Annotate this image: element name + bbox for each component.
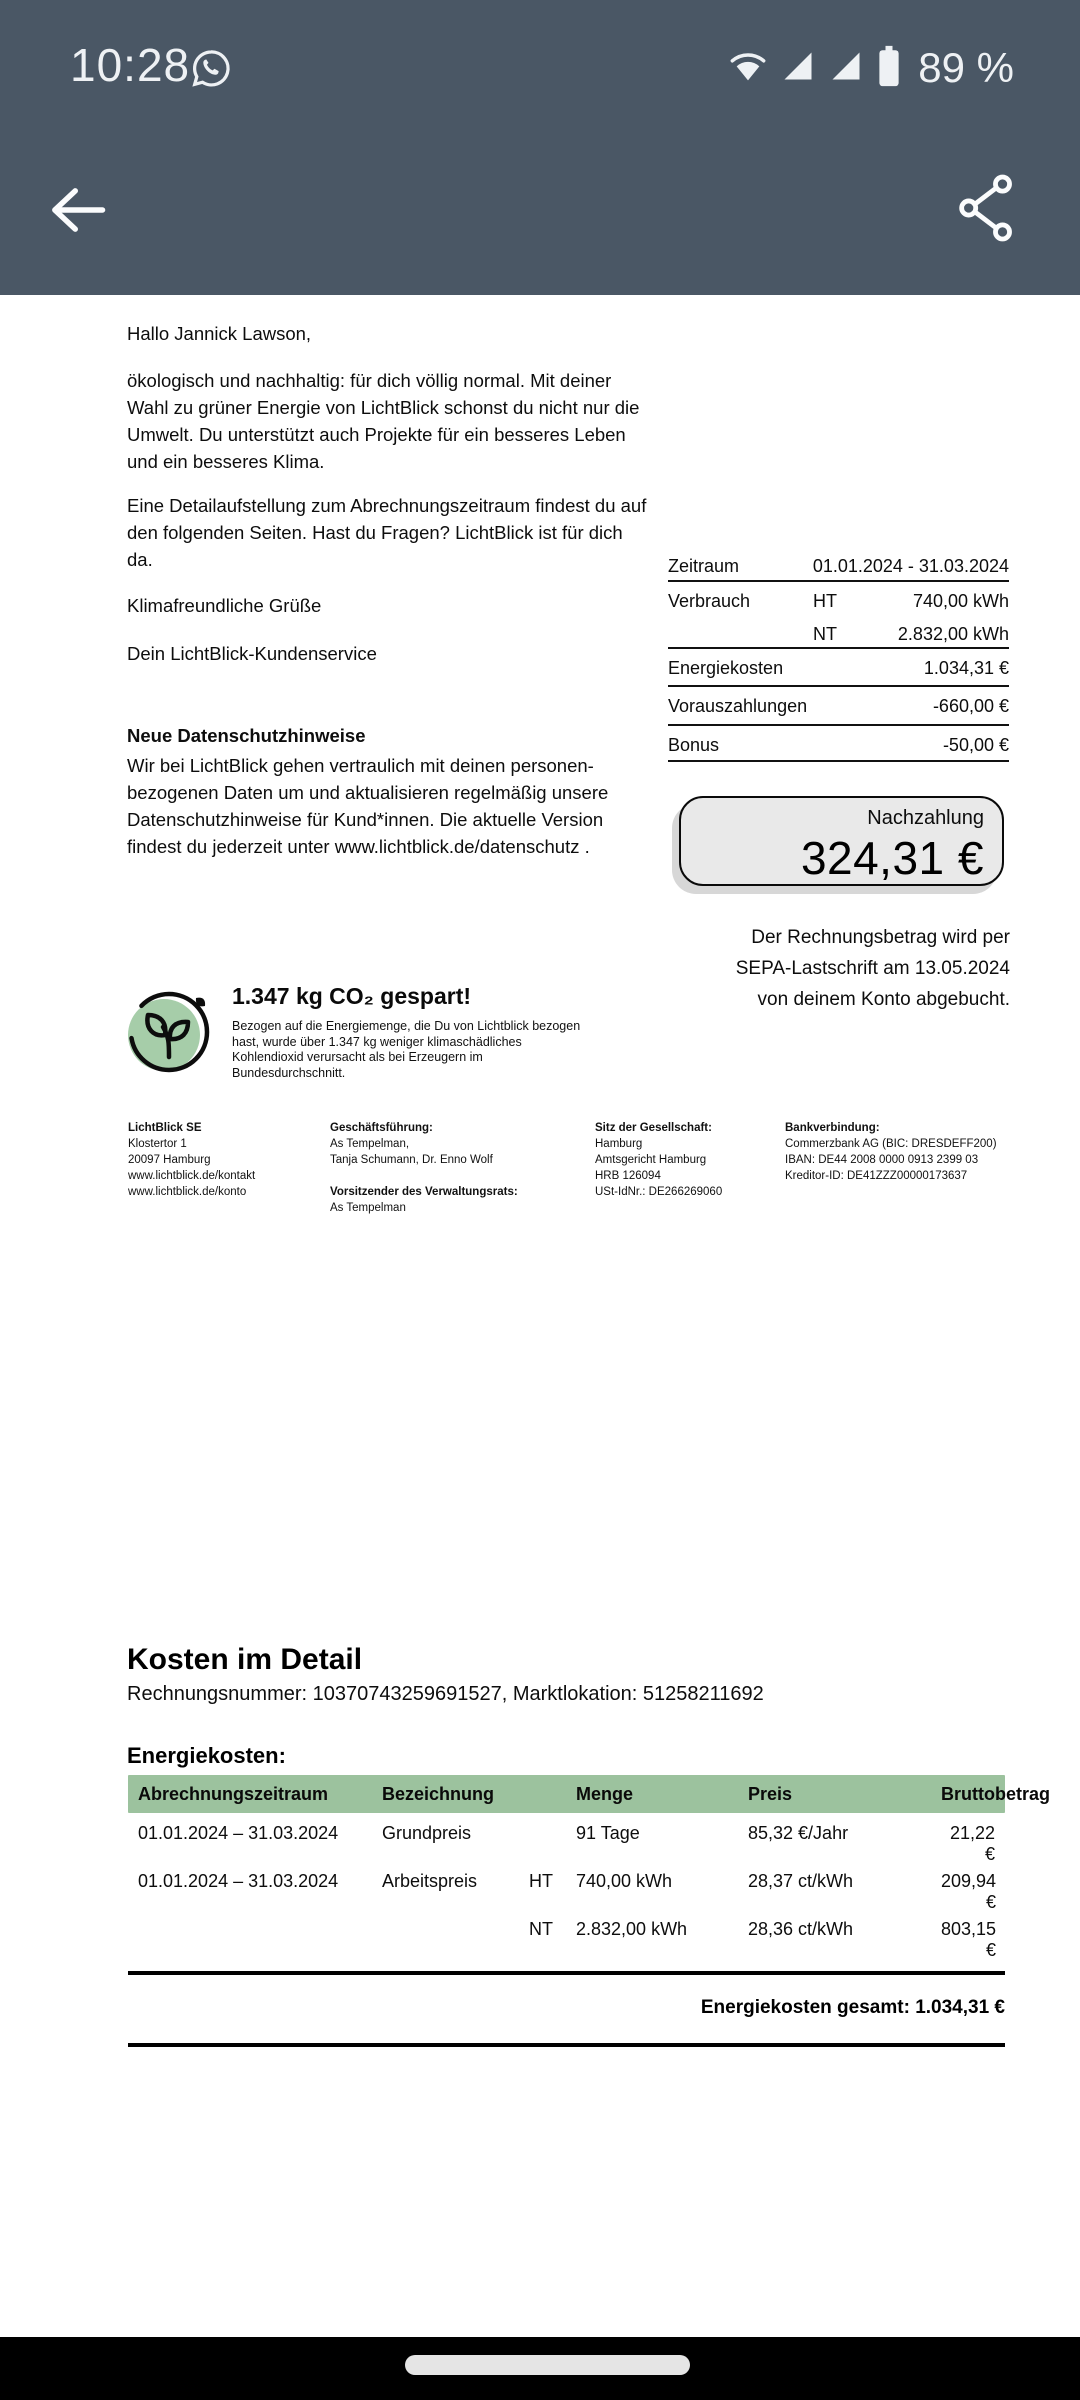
app-header — [0, 0, 1080, 295]
row2-bezeichnung: Arbeitspreis — [382, 1871, 478, 1891]
row2-zeitraum: 01.01.2024 – 31.03.2024 — [138, 1871, 339, 1891]
row3-menge: 2.832,00 kWh — [576, 1919, 688, 1939]
energiekosten-label: Energiekosten — [668, 658, 784, 678]
signature-line: Dein LichtBlick-Kundenservice — [127, 643, 377, 664]
row3-tarif: NT — [529, 1919, 553, 1939]
row1-menge: 91 Tage — [576, 1823, 640, 1843]
header-bezeichnung: Bezeichnung — [382, 1783, 495, 1804]
table-row — [128, 1813, 1005, 1864]
zeitraum-value: 01.01.2024 - 31.03.2024 — [812, 556, 1009, 576]
summary-row-bonus — [668, 726, 1009, 762]
footer-bank-column — [785, 1120, 1015, 1184]
energy-costs-total: Energiekosten gesamt: 1.034,31 € — [700, 1997, 1005, 2018]
leaf-icon — [122, 985, 214, 1082]
billing-summary-table — [668, 547, 1009, 762]
table-bottom-divider — [128, 2043, 1005, 2047]
row3-preis: 28,36 ct/kWh — [748, 1919, 854, 1939]
header-preis: Preis — [748, 1783, 793, 1804]
energy-costs-table — [128, 1775, 1050, 2047]
row1-bezeichnung: Grundpreis — [382, 1823, 472, 1843]
management-title: Geschäftsführung: — [330, 1122, 433, 1134]
closing-line: Klimafreundliche Grüße — [127, 595, 322, 616]
header-menge: Menge — [576, 1783, 634, 1804]
greeting: Hallo Jannick Lawson, — [127, 323, 312, 344]
footer-company-column — [128, 1120, 308, 1200]
footer-seat-column — [595, 1120, 775, 1200]
invoice-number-line: Rechnungsnummer: 10370743259691527, Marktlokation: 51258211692 — [127, 1683, 764, 1705]
co2-saved-body: Bezogen auf die Energiemenge, die Du von Lichtblick bezogen hast, wurde über 1.347 kg weniger klimaschädliches Kohlendioxid verursacht als bei Erzeugern im Bundesdurchschnitt. — [232, 1019, 581, 1080]
bank-iban: IBAN: DE44 2008 0000 0913 2399 03 — [785, 1154, 979, 1166]
management-name-2: Tanja Schumann, Dr. Enno Wolf — [330, 1154, 493, 1166]
nt-value: 2.832,00 kWh — [897, 624, 1009, 644]
row1-brutto: 21,22 € — [949, 1823, 995, 1864]
co2-saved-title: 1.347 kg CO₂ gespart! — [232, 983, 472, 1009]
sepa-note — [600, 922, 1010, 1015]
header-abrechnungszeitraum: Abrechnungszeitraum — [138, 1783, 329, 1804]
summary-row-energiekosten — [668, 649, 1009, 687]
row3-brutto: 803,15 € — [941, 1919, 997, 1960]
seat-vat-id: USt-IdNr.: DE266269060 — [595, 1186, 723, 1198]
table-header-row — [128, 1775, 1050, 1813]
intro-paragraph: ökologisch und nachhaltig: für dich völlig normal. Mit deiner Wahl zu grüner Energie von LichtBlick schonst du nicht nur die Umwelt. Du unterstützt auch Projekte für ein besseres Leben und ein besseres Klima. — [127, 370, 640, 472]
gesture-nav-bar — [0, 2337, 1080, 2400]
privacy-title: Neue Datenschutzhinweise — [127, 725, 366, 746]
invoice-document[interactable] — [0, 295, 1080, 2337]
signal-sim2-icon — [828, 48, 864, 89]
energiekosten-section-label: Energiekosten: — [127, 1743, 286, 1768]
sepa-line-1: Der Rechnungsbetrag wird per — [751, 927, 1010, 948]
summary-row-verbrauch — [668, 582, 1009, 649]
seat-court: Amtsgericht Hamburg — [595, 1154, 707, 1166]
row2-preis: 28,37 ct/kWh — [748, 1871, 854, 1891]
company-city: 20097 Hamburg — [128, 1154, 211, 1166]
nt-label: NT — [813, 624, 837, 644]
privacy-body: Wir bei LichtBlick gehen vertraulich mit deinen personen-bezogenen Daten um und aktualisieren regelmäßig unsere Datenschutzhinweise für Kund*innen. Die aktuelle Version findest du jederzeit unter www.lichtblick.de/datenschutz . — [127, 755, 609, 857]
bonus-label: Bonus — [668, 735, 720, 755]
zeitraum-label: Zeitraum — [668, 556, 740, 576]
row2-brutto: 209,94 € — [941, 1871, 997, 1912]
seat-hrb: HRB 126094 — [595, 1170, 661, 1182]
whatsapp-notification-icon — [188, 46, 234, 97]
seat-city: Hamburg — [595, 1138, 643, 1150]
company-name: LichtBlick SE — [128, 1122, 202, 1134]
bonus-value: -50,00 € — [942, 735, 1009, 755]
vorauszahlungen-label: Vorauszahlungen — [668, 696, 808, 716]
management-name-1: As Tempelman, — [330, 1138, 410, 1150]
row2-menge: 740,00 kWh — [576, 1871, 673, 1891]
seat-title: Sitz der Gesellschaft: — [595, 1122, 712, 1134]
table-row — [128, 1909, 1005, 1960]
board-chair-name: As Tempelman — [330, 1202, 406, 1214]
share-button[interactable] — [952, 166, 1022, 250]
company-street: Klostertor 1 — [128, 1138, 187, 1150]
row1-zeitraum: 01.01.2024 – 31.03.2024 — [138, 1823, 339, 1843]
energiekosten-value: 1.034,31 € — [923, 658, 1009, 678]
home-indicator[interactable] — [405, 2355, 690, 2375]
nachzahlung-box — [679, 796, 1004, 886]
costs-detail-title: Kosten im Detail — [127, 1643, 363, 1676]
sepa-line-3: von deinem Konto abgebucht. — [757, 989, 1010, 1010]
board-chair-title: Vorsitzender des Verwaltungsrats: — [330, 1186, 518, 1198]
wifi-icon — [728, 46, 768, 91]
summary-row-vorauszahlungen — [668, 687, 1009, 726]
footer-management-column — [330, 1120, 585, 1216]
bank-title: Bankverbindung: — [785, 1122, 880, 1134]
table-row — [128, 1861, 1005, 1912]
bank-name: Commerzbank AG (BIC: DRESDEFF200) — [785, 1138, 997, 1150]
header-bruttobetrag: Bruttobetrag — [941, 1783, 1050, 1804]
battery-icon — [876, 45, 902, 92]
status-time: 10:28 — [70, 39, 191, 91]
summary-row-zeitraum — [668, 547, 1009, 582]
status-icons — [728, 44, 1014, 92]
nachzahlung-amount: 324,31 € — [800, 832, 984, 884]
bank-kreditor-id: Kreditor-ID: DE41ZZZ00000173637 — [785, 1170, 968, 1182]
vorauszahlungen-value: -660,00 € — [932, 696, 1009, 716]
row2-tarif: HT — [529, 1871, 553, 1891]
company-contact-url: www.lichtblick.de/kontakt — [128, 1170, 256, 1182]
signal-sim1-icon — [780, 48, 816, 89]
nachzahlung-label: Nachzahlung — [867, 807, 984, 829]
battery-percent: 89 % — [918, 44, 1014, 91]
back-button[interactable] — [36, 168, 120, 252]
row1-preis: 85,32 €/Jahr — [748, 1823, 849, 1843]
detail-hint-paragraph: Eine Detailaufstellung zum Abrechnungszeitraum findest du auf den folgenden Seiten. Hast du Fragen? LichtBlick ist für dich da. — [127, 495, 647, 570]
ht-label: HT — [813, 591, 837, 611]
company-konto-url: www.lichtblick.de/konto — [128, 1186, 247, 1198]
verbrauch-label: Verbrauch — [668, 591, 751, 611]
ht-value: 740,00 kWh — [912, 591, 1009, 611]
sepa-line-2: SEPA-Lastschrift am 13.05.2024 — [735, 958, 1010, 979]
